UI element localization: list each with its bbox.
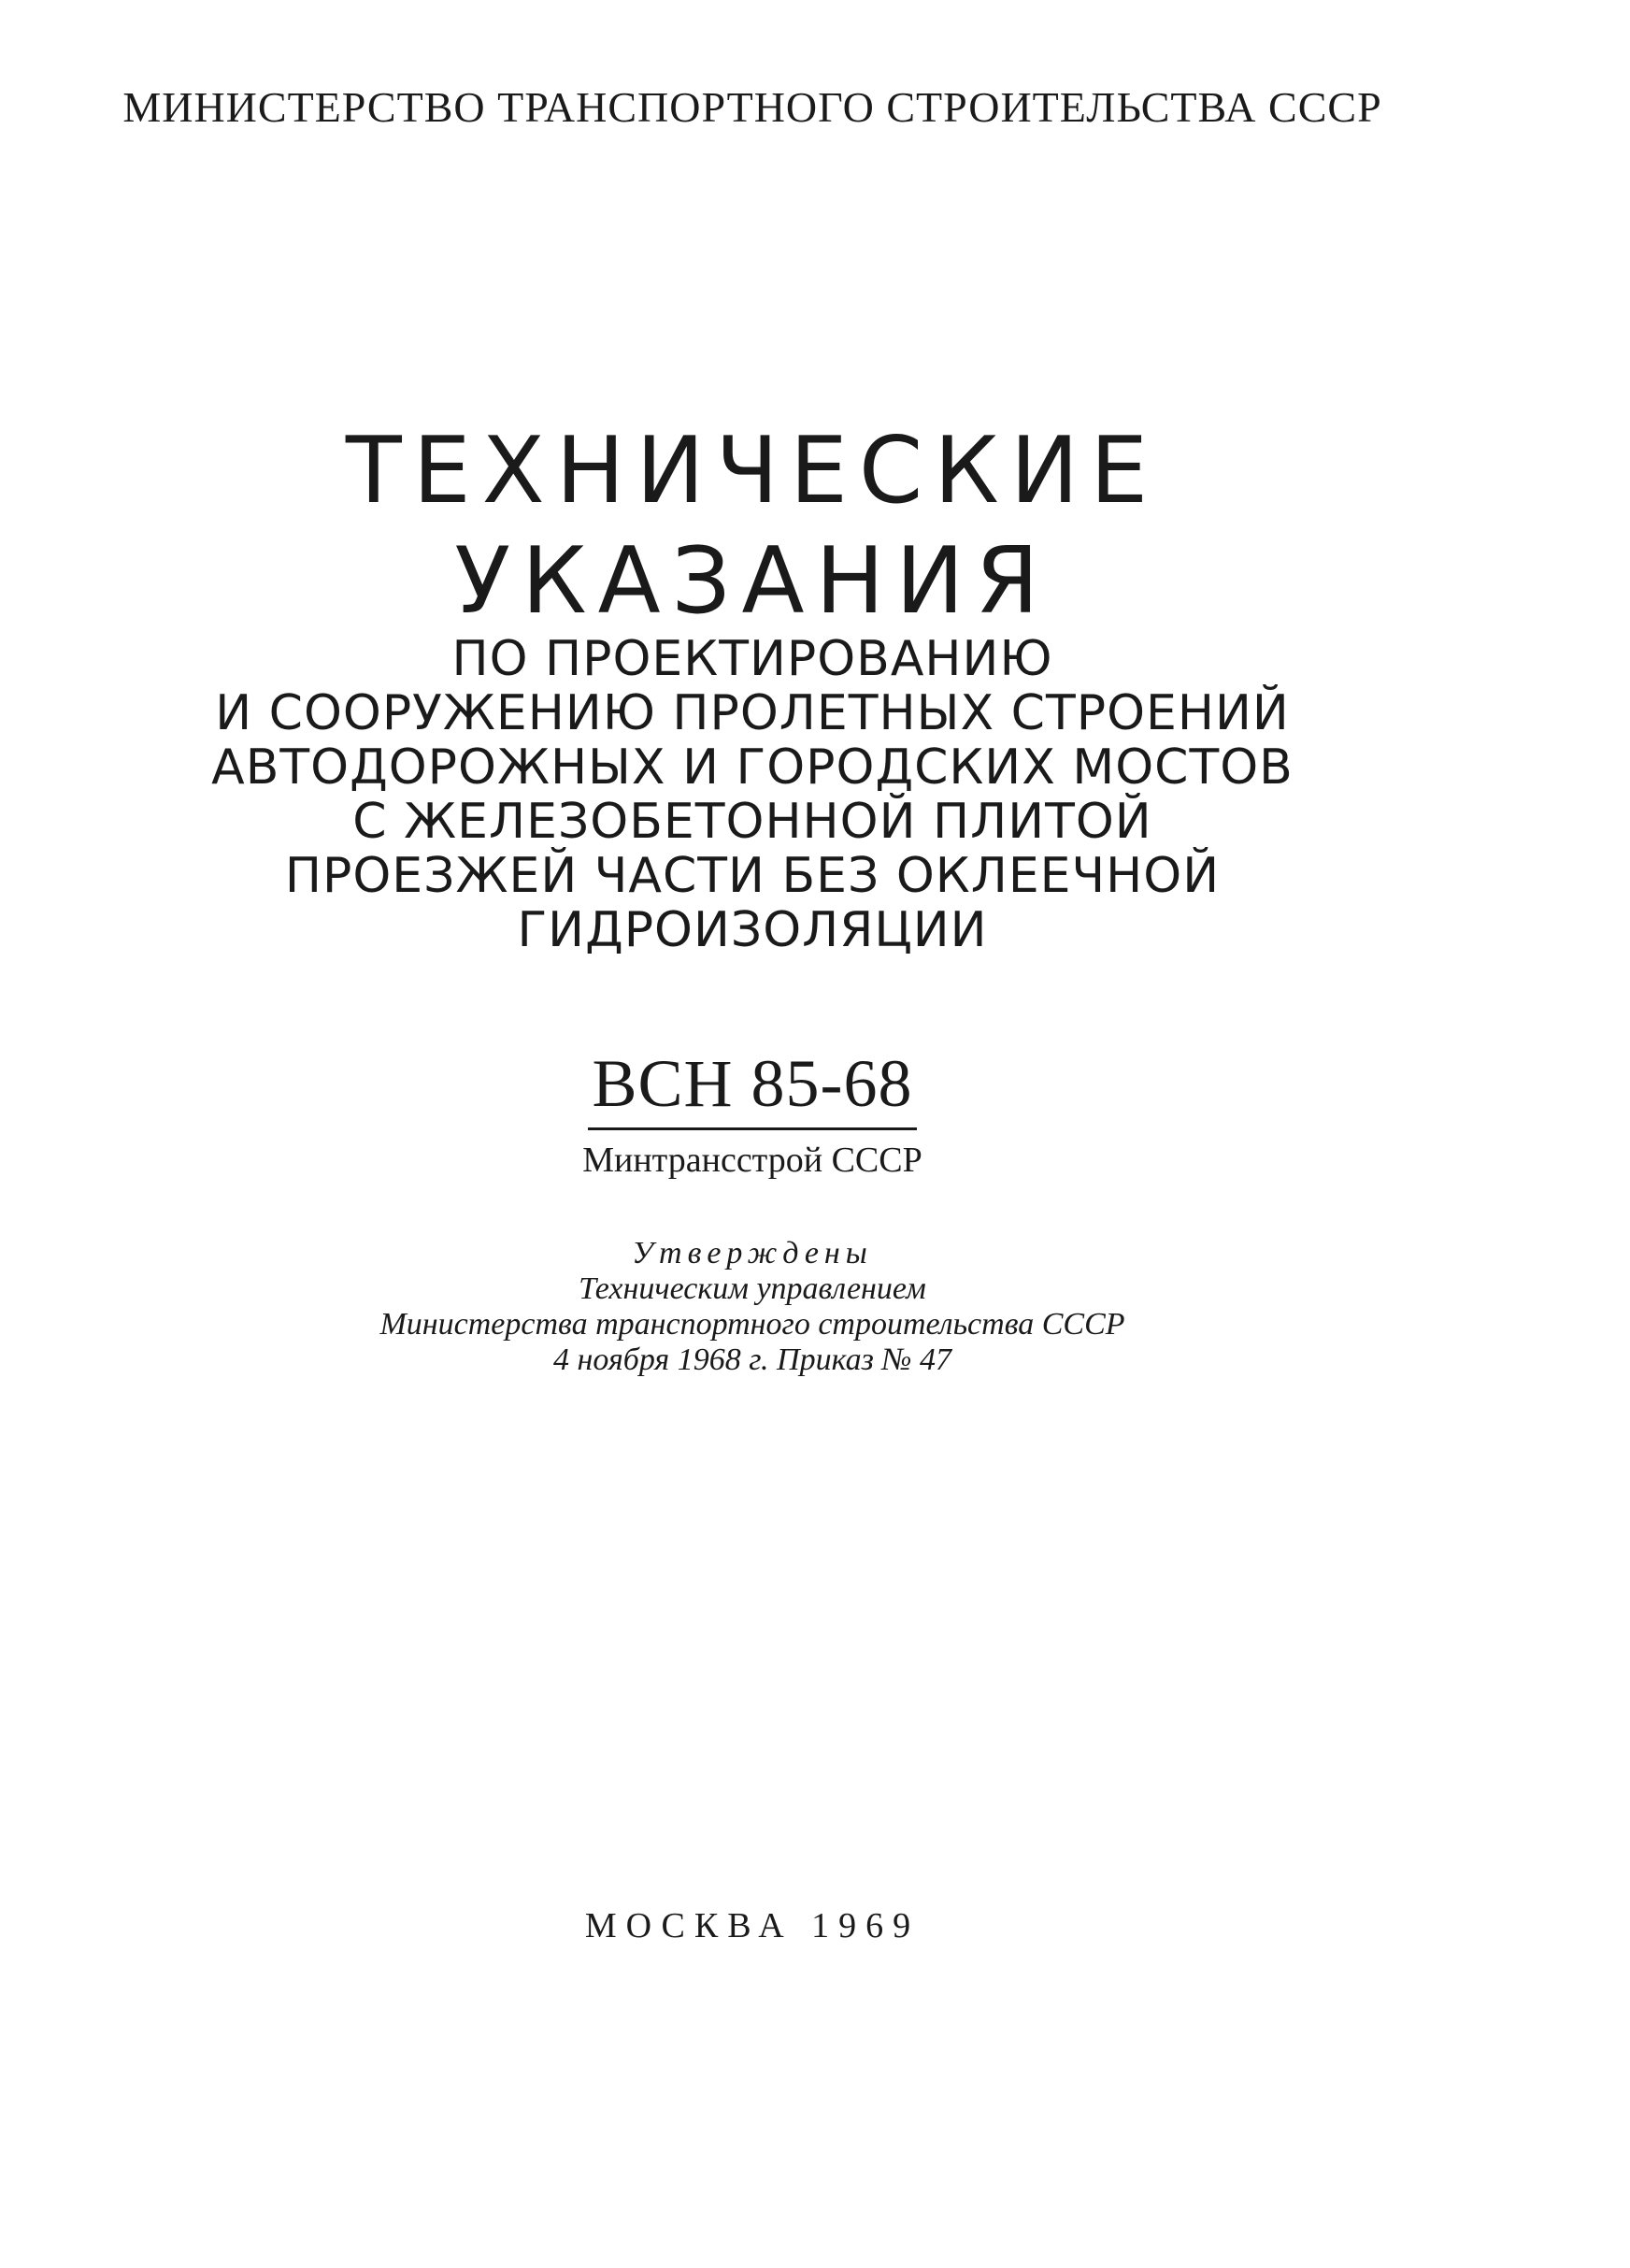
title-line: УКАЗАНИЯ [454,528,1051,635]
publication-place-year: МОСКВА 1969 [584,1906,921,1945]
standard-issuer: Минтрансстрой СССР [582,1141,922,1180]
subtitle-line: ПО ПРОЕКТИРОВАНИЮ [451,631,1053,687]
approval-line: 4 ноября 1968 г. Приказ № 47 [553,1342,951,1377]
document-subtitle [0,632,1505,957]
standard-code: ВСН 85-68 [588,1045,916,1130]
subtitle-line: ГИДРОИЗОЛЯЦИИ [517,902,988,958]
standard-code-block [0,1045,1505,1181]
subtitle-line: ПРОЕЗЖЕЙ ЧАСТИ БЕЗ ОКЛЕЕЧНОЙ [284,848,1221,904]
approval-line: Техническим управлением [579,1271,926,1306]
approval-note [0,1236,1505,1378]
subtitle-line: АВТОДОРОЖНЫХ И ГОРОДСКИХ МОСТОВ [211,739,1294,796]
title-line: ТЕХНИЧЕСКИЕ [345,418,1160,524]
approval-line: Министерства транспортного строительства СССР [379,1307,1125,1342]
subtitle-line: С ЖЕЛЕЗОБЕТОННОЙ ПЛИТОЙ [352,794,1152,850]
ministry-header: МИНИСТЕРСТВО ТРАНСПОРТНОГО СТРОИТЕЛЬСТВА СССР [122,83,1382,131]
document-title [0,416,1505,637]
subtitle-line: И СООРУЖЕНИЮ ПРОЛЕТНЫХ СТРОЕНИЙ [215,685,1290,741]
approval-line: Утверждены [632,1236,873,1270]
